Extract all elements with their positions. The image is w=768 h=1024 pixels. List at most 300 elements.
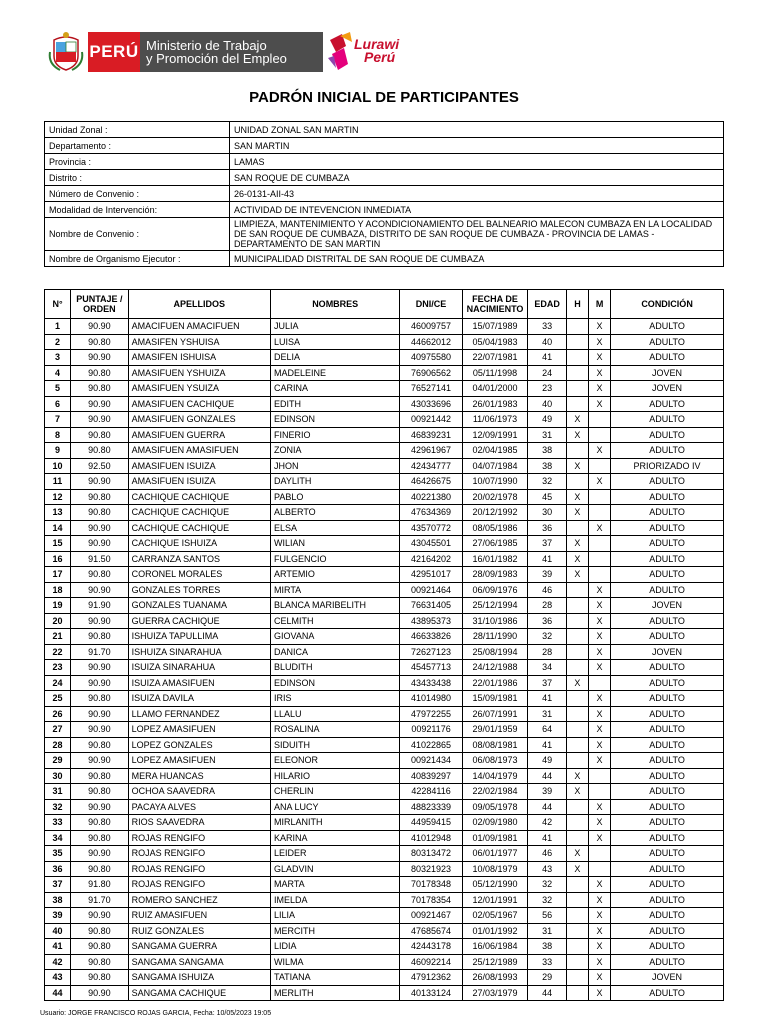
table-cell: 56 [528,908,566,924]
table-cell: 06/09/1976 [462,582,528,598]
table-cell: 22/07/1981 [462,350,528,366]
table-cell: 06/08/1973 [462,753,528,769]
table-cell [566,660,588,676]
table-row [45,985,724,1001]
table-cell [566,970,588,986]
table-row [45,520,724,536]
table-cell: ADULTO [611,319,724,335]
table-cell: X [589,923,611,939]
table-cell: 29 [45,753,71,769]
table-cell: KARINA [270,830,399,846]
table-cell: X [589,799,611,815]
table-cell: 02/04/1985 [462,443,528,459]
info-row [45,170,724,186]
table-cell: X [589,598,611,614]
table-cell: 90.80 [71,567,128,583]
table-cell: X [589,908,611,924]
table-cell: SIDUITH [270,737,399,753]
table-cell: ADULTO [611,877,724,893]
table-cell: 43 [528,861,566,877]
table-cell: 34 [528,660,566,676]
table-cell: 41 [528,350,566,366]
table-cell: 41 [45,939,71,955]
table-cell: 47685674 [400,923,462,939]
table-cell [566,598,588,614]
table-cell: 31 [45,784,71,800]
table-cell: 90.90 [71,799,128,815]
table-cell: 28 [45,737,71,753]
table-cell: 43433438 [400,675,462,691]
info-row [45,186,724,202]
table-cell: 31 [528,706,566,722]
table-cell: 26/01/1983 [462,396,528,412]
table-cell [566,613,588,629]
table-cell: 40133124 [400,985,462,1001]
table-cell: 5 [45,381,71,397]
table-cell: 40 [45,923,71,939]
table-cell: 40839297 [400,768,462,784]
table-row [45,830,724,846]
table-cell: X [589,613,611,629]
table-cell: 36 [45,861,71,877]
table-cell: 90.80 [71,489,128,505]
table-cell: 90.90 [71,582,128,598]
table-cell: 90.90 [71,846,128,862]
table-row [45,768,724,784]
table-cell: ADULTO [611,536,724,552]
info-table [44,121,724,267]
table-cell: 90.80 [71,861,128,877]
table-row [45,319,724,335]
table-cell: 16 [45,551,71,567]
table-cell [566,799,588,815]
table-cell: 25/12/1989 [462,954,528,970]
table-cell: 42961967 [400,443,462,459]
table-cell: 26/08/1993 [462,970,528,986]
table-cell: 80321923 [400,861,462,877]
table-cell: 90.80 [71,427,128,443]
table-cell: ADULTO [611,815,724,831]
info-value: LIMPIEZA, MANTENIMIENTO Y ACONDICIONAMIENTO DEL BALNEARIO MALECON CUMBAZA EN LA LOCALIDAD DE SAN ROQUE DE CUMBAZA, DISTRITO DE SAN ROQUE DE CUMBAZA - PROVINCIA DE LAMAS - DEPARTAMENTO DE SAN MARTIN [230,218,724,251]
table-cell: X [566,412,588,428]
table-cell: RIOS SAAVEDRA [128,815,270,831]
table-row [45,861,724,877]
table-cell: X [566,489,588,505]
table-cell: 27/03/1979 [462,985,528,1001]
table-cell: X [589,706,611,722]
table-cell: 00921434 [400,753,462,769]
table-cell: 41 [528,830,566,846]
table-cell: HILARIO [270,768,399,784]
table-cell: CORONEL MORALES [128,567,270,583]
table-row [45,753,724,769]
table-cell: X [589,629,611,645]
table-cell: 90.80 [71,443,128,459]
table-cell: JOVEN [611,381,724,397]
table-cell: ADULTO [611,660,724,676]
table-row [45,458,724,474]
table-cell: 05/04/1983 [462,334,528,350]
table-row [45,892,724,908]
table-cell: 90.90 [71,706,128,722]
table-cell [589,768,611,784]
table-cell: 25 [45,691,71,707]
table-cell: 15/07/1989 [462,319,528,335]
table-row [45,412,724,428]
table-cell: ADULTO [611,520,724,536]
table-cell: X [566,536,588,552]
table-row [45,691,724,707]
info-value: MUNICIPALIDAD DISTRITAL DE SAN ROQUE DE CUMBAZA [230,251,724,267]
table-row [45,784,724,800]
table-cell: 45457713 [400,660,462,676]
table-cell: 4 [45,365,71,381]
table-cell: 22/01/1986 [462,675,528,691]
table-cell [566,954,588,970]
table-cell: 90.90 [71,319,128,335]
table-cell: CACHIQUE CACHIQUE [128,505,270,521]
info-value: SAN MARTIN [230,138,724,154]
table-cell [566,319,588,335]
table-cell: 00921176 [400,722,462,738]
table-cell: ADULTO [611,350,724,366]
table-cell: ISUIZA AMASIFUEN [128,675,270,691]
table-cell: JHON [270,458,399,474]
table-cell: 46426675 [400,474,462,490]
table-cell: 46092214 [400,954,462,970]
table-cell: X [566,551,588,567]
table-cell: OCHOA SAAVEDRA [128,784,270,800]
table-row [45,970,724,986]
table-cell: 00921442 [400,412,462,428]
table-cell: ADULTO [611,551,724,567]
table-cell: 92.50 [71,458,128,474]
table-cell: 44 [528,799,566,815]
table-cell: AMASIFUEN CACHIQUE [128,396,270,412]
column-header: M [589,290,611,319]
table-cell [589,784,611,800]
table-cell: 90.80 [71,381,128,397]
table-cell: X [589,970,611,986]
table-cell: PRIORIZADO IV [611,458,724,474]
table-cell: 49 [528,412,566,428]
table-cell: ADULTO [611,985,724,1001]
table-cell: ADULTO [611,334,724,350]
table-cell: 33 [528,954,566,970]
table-cell: MADELEINE [270,365,399,381]
table-cell [589,412,611,428]
table-cell: AMASIFUEN GUERRA [128,427,270,443]
table-cell: 28/11/1990 [462,629,528,645]
table-cell: 43570772 [400,520,462,536]
table-cell: 90.80 [71,784,128,800]
table-cell: X [566,861,588,877]
table-cell: 90.90 [71,985,128,1001]
table-cell: 24/12/1988 [462,660,528,676]
table-cell: X [566,427,588,443]
table-cell: ELSA [270,520,399,536]
table-cell: 43 [45,970,71,986]
table-cell: ROMERO SANCHEZ [128,892,270,908]
table-cell: FINERIO [270,427,399,443]
table-cell [566,443,588,459]
table-cell: ARTEMIO [270,567,399,583]
table-cell [566,629,588,645]
table-cell [566,520,588,536]
table-cell: ADULTO [611,753,724,769]
table-cell: ADULTO [611,412,724,428]
table-cell: ADULTO [611,505,724,521]
table-cell: 00921464 [400,582,462,598]
table-cell: 38 [528,458,566,474]
table-cell: 05/11/1998 [462,365,528,381]
table-cell: 42 [528,815,566,831]
column-header: H [566,290,588,319]
table-cell: 06/01/1977 [462,846,528,862]
table-cell: X [589,691,611,707]
table-cell: 41 [528,691,566,707]
table-cell: X [589,365,611,381]
table-cell [566,396,588,412]
table-cell [566,939,588,955]
table-cell [566,474,588,490]
table-cell: ADULTO [611,722,724,738]
table-cell: AMASIFEN ISHUISA [128,350,270,366]
table-cell: AMACIFUEN AMACIFUEN [128,319,270,335]
table-cell: ELEONOR [270,753,399,769]
table-cell: 08/08/1981 [462,737,528,753]
table-row [45,923,724,939]
table-cell: FULGENCIO [270,551,399,567]
table-cell [589,861,611,877]
table-cell: 70178348 [400,877,462,893]
table-cell: 90.90 [71,536,128,552]
table-cell: CARINA [270,381,399,397]
table-cell: 08/05/1986 [462,520,528,536]
table-cell: 76527141 [400,381,462,397]
table-cell: DANICA [270,644,399,660]
table-cell: 22 [45,644,71,660]
table-cell: MERCITH [270,923,399,939]
info-label: Distrito : [45,170,230,186]
table-cell: 91.90 [71,598,128,614]
table-cell: 36 [528,520,566,536]
table-cell: 90.90 [71,908,128,924]
table-cell: LOPEZ AMASIFUEN [128,722,270,738]
table-cell [566,381,588,397]
table-cell: SANGAMA GUERRA [128,939,270,955]
info-label: Unidad Zonal : [45,122,230,138]
info-label: Número de Convenio : [45,186,230,202]
table-cell: 11/06/1973 [462,412,528,428]
table-cell: 76906562 [400,365,462,381]
table-cell: 90.80 [71,505,128,521]
table-row [45,474,724,490]
table-cell: DAYLITH [270,474,399,490]
table-row [45,567,724,583]
table-cell: ADULTO [611,908,724,924]
column-header: APELLIDOS [128,290,270,319]
table-row [45,675,724,691]
table-cell [589,427,611,443]
table-cell: PACAYA ALVES [128,799,270,815]
table-row [45,908,724,924]
table-cell: LEIDER [270,846,399,862]
table-cell: BLUDITH [270,660,399,676]
table-row [45,613,724,629]
column-header: PUNTAJE / ORDEN [71,290,128,319]
table-cell: 24 [528,365,566,381]
table-cell: 39 [528,567,566,583]
table-cell: IMELDA [270,892,399,908]
table-cell: ADULTO [611,427,724,443]
table-row [45,381,724,397]
table-cell: 15/09/1981 [462,691,528,707]
table-cell [566,908,588,924]
table-cell: X [566,567,588,583]
table-cell: ADULTO [611,784,724,800]
table-cell: 04/07/1984 [462,458,528,474]
info-row [45,218,724,251]
table-cell: RUIZ AMASIFUEN [128,908,270,924]
table-cell: 90.80 [71,923,128,939]
table-cell: EDINSON [270,412,399,428]
table-row [45,954,724,970]
table-cell [566,830,588,846]
table-cell [589,458,611,474]
table-cell: AMASIFUEN AMASIFUEN [128,443,270,459]
table-cell: 24 [45,675,71,691]
table-cell: ADULTO [611,613,724,629]
ministry-name [140,39,287,65]
table-cell: ROJAS RENGIFO [128,830,270,846]
table-cell: 80313472 [400,846,462,862]
table-cell [566,644,588,660]
table-cell: 43895373 [400,613,462,629]
table-cell: 91.50 [71,551,128,567]
table-cell: 90.80 [71,365,128,381]
table-cell: AMASIFEN YSHUISA [128,334,270,350]
table-cell: 11 [45,474,71,490]
table-cell: X [589,939,611,955]
table-cell: 28/09/1983 [462,567,528,583]
table-cell: 90.90 [71,753,128,769]
table-cell: 31/10/1986 [462,613,528,629]
column-header: NOMBRES [270,290,399,319]
table-row [45,365,724,381]
table-cell: 32 [528,629,566,645]
table-cell: 27 [45,722,71,738]
table-cell: 44662012 [400,334,462,350]
table-cell: 20 [45,613,71,629]
table-cell: X [589,520,611,536]
table-cell: 90.90 [71,396,128,412]
table-row [45,722,724,738]
table-cell: IRIS [270,691,399,707]
table-cell: ADULTO [611,830,724,846]
table-cell: CACHIQUE ISHUIZA [128,536,270,552]
table-cell: AMASIFUEN YSUIZA [128,381,270,397]
table-cell: X [589,737,611,753]
table-cell: ROJAS RENGIFO [128,877,270,893]
table-cell: X [589,644,611,660]
table-cell: DELIA [270,350,399,366]
table-cell: 46 [528,846,566,862]
table-cell [589,567,611,583]
table-cell [566,985,588,1001]
table-cell: 28 [528,644,566,660]
table-cell: 02/05/1967 [462,908,528,924]
table-cell: AMASIFUEN ISUIZA [128,458,270,474]
table-cell: 23 [528,381,566,397]
table-cell: WILMA [270,954,399,970]
table-cell [566,892,588,908]
table-cell: X [589,877,611,893]
table-cell: MERLITH [270,985,399,1001]
table-row [45,877,724,893]
table-cell: LOPEZ GONZALES [128,737,270,753]
table-cell: 41 [528,551,566,567]
table-cell: X [589,892,611,908]
table-cell: 01/09/1981 [462,830,528,846]
table-cell: 90.90 [71,613,128,629]
info-label: Modalidad de Intervención: [45,202,230,218]
table-cell: 44 [528,985,566,1001]
column-header: N° [45,290,71,319]
table-cell: X [589,830,611,846]
table-cell: ADULTO [611,954,724,970]
table-cell: 90.80 [71,815,128,831]
table-cell: 41012948 [400,830,462,846]
table-cell: CELMITH [270,613,399,629]
table-cell: SANGAMA ISHUIZA [128,970,270,986]
table-cell [589,505,611,521]
table-cell [566,923,588,939]
table-cell: 38 [528,939,566,955]
table-cell: 33 [45,815,71,831]
peru-label: PERÚ [88,32,140,72]
table-cell: 90.80 [71,939,128,955]
table-cell: 10/08/1979 [462,861,528,877]
table-cell: ISHUIZA SINARAHUA [128,644,270,660]
table-row [45,629,724,645]
table-cell [566,877,588,893]
table-row [45,644,724,660]
table-cell: JOVEN [611,970,724,986]
table-cell: 90.90 [71,722,128,738]
table-cell: 45 [528,489,566,505]
info-row [45,202,724,218]
table-cell: 90.90 [71,660,128,676]
table-cell: 91.70 [71,644,128,660]
table-cell: 31 [528,923,566,939]
info-row [45,251,724,267]
table-cell [589,489,611,505]
table-cell: X [589,722,611,738]
table-cell: 91.80 [71,877,128,893]
program-line1: Lurawi [354,36,400,52]
table-cell: X [566,846,588,862]
table-cell [566,691,588,707]
table-cell: 34 [45,830,71,846]
program-name [354,38,399,64]
table-cell [566,815,588,831]
table-cell: 46839231 [400,427,462,443]
column-header: FECHA DE NACIMIENTO [462,290,528,319]
table-cell: PABLO [270,489,399,505]
table-cell: 41014980 [400,691,462,707]
table-cell: CARRANZA SANTOS [128,551,270,567]
